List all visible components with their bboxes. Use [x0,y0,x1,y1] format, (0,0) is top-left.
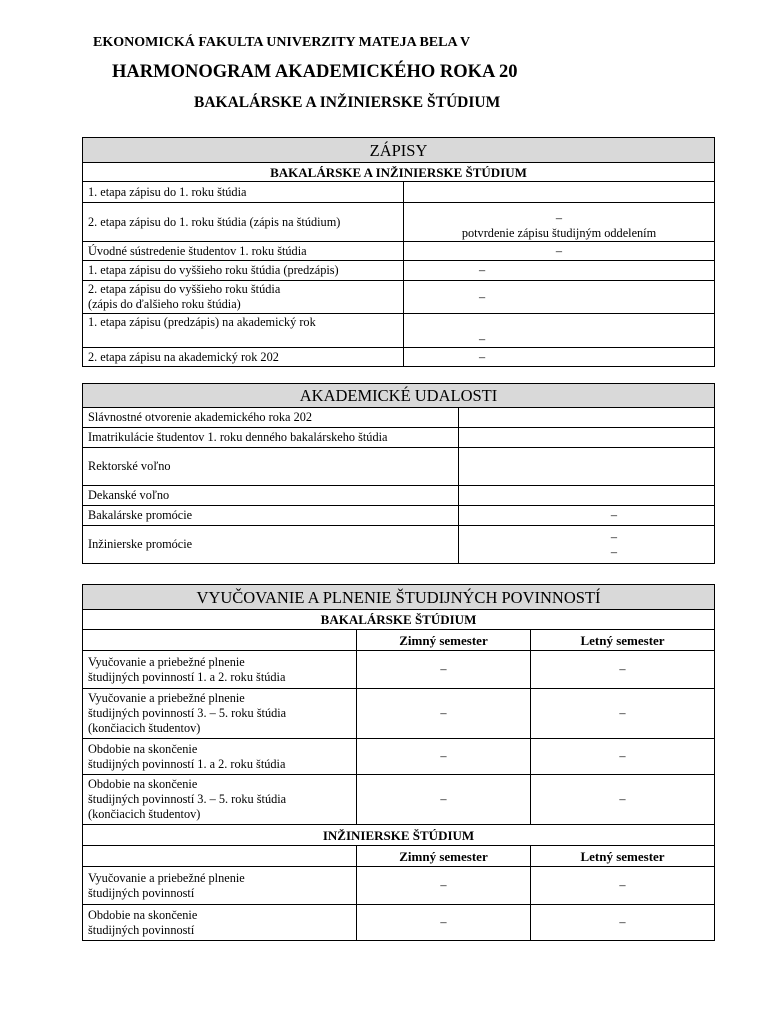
text-line: 2. etapa zápisu do vyššieho roku štúdia [88,282,281,296]
summer-semester-header: Letný semester [531,846,715,867]
zapisy-row-value [404,261,715,281]
zapisy-table [82,137,715,367]
udalosti-row [83,408,715,428]
udalosti-row [83,428,715,448]
summer-value: – [531,775,715,825]
text-line: – [555,243,563,258]
vyucovanie-title: VYUČOVANIE A PLNENIE ŠTUDIJNÝCH POVINNOSTÍ [83,585,715,610]
summer-value: – [531,867,715,905]
summer-value: – [531,651,715,689]
text-line: Obdobie na skončenie [88,907,198,922]
header-empty-cell [83,630,357,651]
text-line: (končiacich študentov) [88,807,201,821]
winter-value: – [357,867,531,905]
text-line: – [479,289,486,304]
zapisy-subtitle: BAKALÁRSKE A INŽINIERSKE ŠTÚDIUM [83,163,715,182]
zapisy-row-value [404,281,715,314]
bakalarske-subtitle-row [83,610,715,630]
udalosti-row-label: Rektorské voľno [83,448,459,486]
text-line: – [479,332,486,346]
zapisy-row-label [83,242,404,261]
bakalarske-subtitle: BAKALÁRSKE ŠTÚDIUM [83,610,715,630]
inzinierske-row-label [83,867,357,905]
zapisy-row-value [404,182,715,203]
zapisy-row [83,281,715,314]
bakalarske-row-label [83,739,357,775]
text-line: – [610,508,618,522]
zapisy-row-label [83,281,404,314]
text-line: Obdobie na skončenie [88,777,198,791]
document-title: HARMONOGRAM AKADEMICKÉHO ROKA 20 [112,62,518,82]
text-line: študijných povinností 3. – 5. roku štúdia [88,706,287,720]
summer-value: – [531,905,715,941]
inzinierske-subtitle: INŽINIERSKE ŠTÚDIUM [83,825,715,846]
udalosti-row-value [459,506,715,526]
udalosti-row-value [459,486,715,506]
summer-value: – [531,689,715,739]
zapisy-row-value [404,242,715,261]
udalosti-row-label: Bakalárske promócie [83,506,459,526]
winter-value: – [357,775,531,825]
inzinierske-row-label [83,905,357,941]
bakalarske-row [83,651,715,689]
text-line: 1. etapa zápisu do 1. roku štúdia [88,184,247,199]
udalosti-title: AKADEMICKÉ UDALOSTI [83,384,715,408]
text-line: študijných povinností 3. – 5. roku štúdia [88,792,287,806]
vyucovanie-table [82,584,715,941]
inzinierske-row [83,905,715,941]
text-line: potvrdenie zápisu študijným oddelením [461,226,657,240]
text-line: študijných povinností 1. a 2. roku štúdia [88,756,286,771]
winter-value: – [357,905,531,941]
bakalarske-row-label [83,689,357,739]
udalosti-row [83,486,715,506]
text-line: (končiacich študentov) [88,721,201,735]
text-line: – [479,349,486,364]
text-line: Úvodné sústredenie študentov 1. roku štúdia [88,243,307,258]
bakalarske-row-label [83,651,357,689]
udalosti-row-value [459,428,715,448]
udalosti-row [83,526,715,564]
udalosti-row-value [459,448,715,486]
summer-semester-header: Letný semester [531,630,715,651]
udalosti-row [83,448,715,486]
zapisy-title-row [83,138,715,163]
bakalarske-row [83,775,715,825]
winter-value: – [357,651,531,689]
udalosti-row-label: Dekanské voľno [83,486,459,506]
zapisy-row [83,203,715,242]
bakalarske-body [83,651,715,825]
winter-value: – [357,689,531,739]
text-line: Vyučovanie a priebežné plnenie [88,870,245,885]
text-line: Vyučovanie a priebežné plnenie [88,654,245,669]
udalosti-row [83,506,715,526]
text-line: 2. etapa zápisu do 1. roku štúdia (zápis na štúdium) [88,214,341,229]
summer-value: – [531,739,715,775]
header-empty-cell [83,846,357,867]
zapisy-row [83,242,715,261]
inzinierske-header-row [83,846,715,867]
text-line: – [479,263,486,277]
zapisy-row-label [83,348,404,367]
faculty-name: EKONOMICKÁ FAKULTA UNIVERZITY MATEJA BELA V [93,35,471,50]
bakalarske-header-row [83,630,715,651]
zapisy-row-label [83,261,404,281]
text-line: 1. etapa zápisu (predzápis) na akademický rok [88,315,316,329]
udalosti-row-label: Inžinierske promócie [83,526,459,564]
udalosti-body [83,408,715,564]
zapisy-row [83,314,715,348]
winter-semester-header: Zimný semester [357,630,531,651]
udalosti-row-label: Slávnostné otvorenie akademického roka 202 [83,408,459,428]
winter-value: – [357,739,531,775]
bakalarske-row-label [83,775,357,825]
zapisy-body [83,182,715,367]
text-line: Obdobie na skončenie [88,741,198,756]
inzinierske-body [83,867,715,941]
bakalarske-row [83,739,715,775]
zapisy-row-label [83,314,404,348]
udalosti-title-row [83,384,715,408]
zapisy-title: ZÁPISY [83,138,715,163]
udalosti-table [82,383,715,564]
text-line: Vyučovanie a priebežné plnenie [88,691,245,705]
zapisy-row [83,348,715,367]
zapisy-row-value [404,314,715,348]
udalosti-row-value [459,526,715,564]
udalosti-row-label: Imatrikulácie študentov 1. roku denného bakalárskeho štúdia [83,428,459,448]
text-line: 2. etapa zápisu na akademický rok 202 [88,349,279,364]
winter-semester-header: Zimný semester [357,846,531,867]
zapisy-subtitle-row [83,163,715,182]
zapisy-row-label [83,203,404,242]
zapisy-row-value [404,203,715,242]
text-line: študijných povinností [88,885,195,900]
text-line: (zápis do ďalšieho roku štúdia) [88,297,241,311]
zapisy-row-label [83,182,404,203]
text-line: – [555,211,563,225]
inzinierske-subtitle-row [83,825,715,846]
inzinierske-row [83,867,715,905]
udalosti-row-value [459,408,715,428]
text-line: – [610,529,618,544]
bakalarske-row [83,689,715,739]
zapisy-row [83,261,715,281]
text-line: študijných povinností [88,922,195,937]
zapisy-row [83,182,715,203]
vyucovanie-title-row [83,585,715,610]
text-line: – [610,544,618,559]
text-line: 1. etapa zápisu do vyššieho roku štúdia (predzápis) [88,263,339,277]
document-subtitle: BAKALÁRSKE A INŽINIERSKE ŠTÚDIUM [194,94,501,111]
text-line: študijných povinností 1. a 2. roku štúdia [88,669,286,684]
zapisy-row-value [404,348,715,367]
